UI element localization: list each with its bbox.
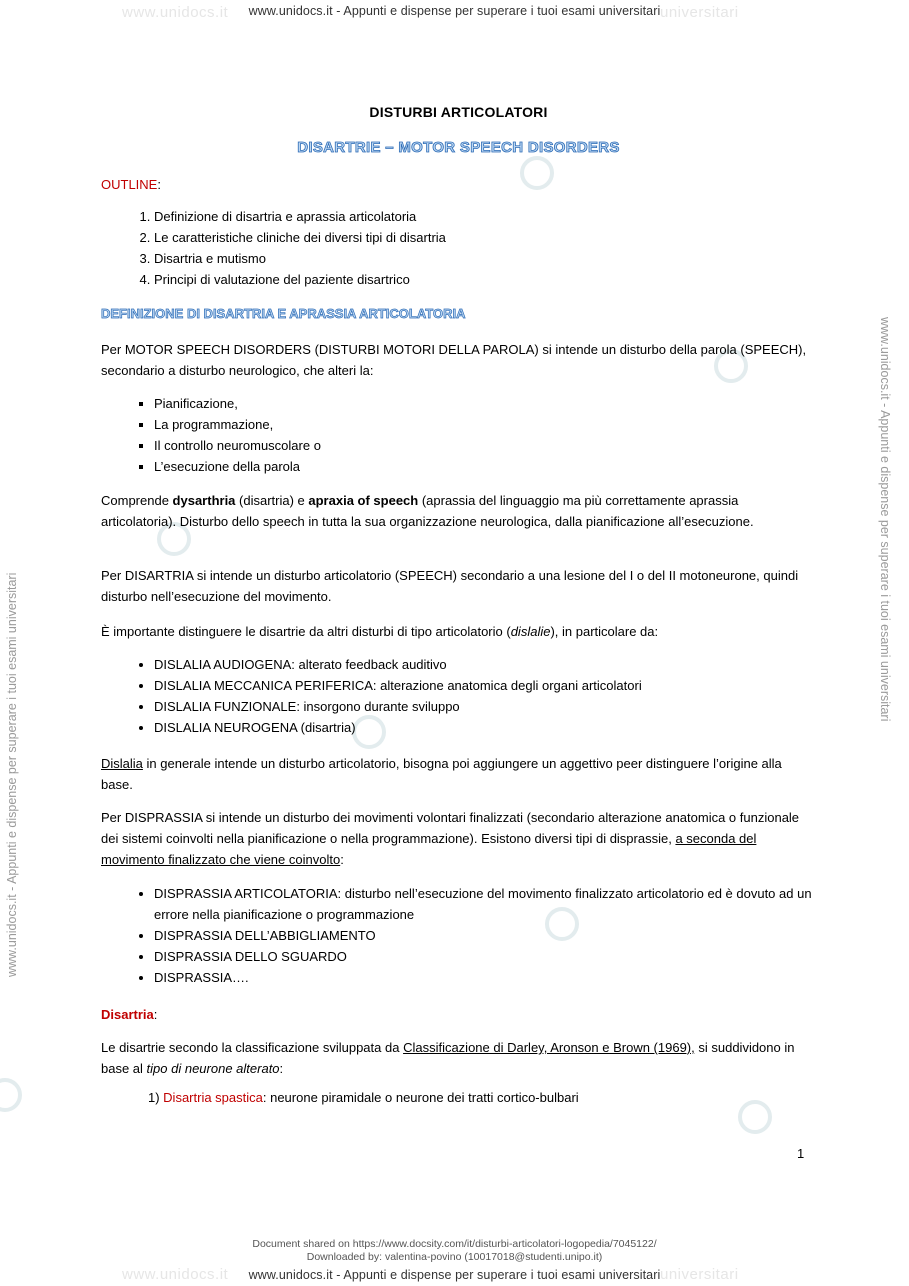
item-number: 1) [148, 1090, 164, 1105]
page-number: 1 [797, 1146, 805, 1161]
paragraph-dislalia-generale [101, 753, 813, 795]
outline-item: 2. Le caratteristiche cliniche dei diversi tipi di disartria [154, 227, 446, 248]
watermark-side-right: www.unidocs.it - Appunti e dispense per superare i tuoi esami universitari [878, 317, 892, 722]
bullet-list-disprassie [129, 883, 814, 988]
section-heading-disartria [101, 1004, 813, 1025]
list-item: • DISLALIA MECCANICA PERIFERICA: alterazione anatomica degli organi articolatori [154, 675, 642, 696]
list-item: • DISLALIA FUNZIONALE: insorgono durante sviluppo [154, 696, 642, 717]
watermark-logo-icon [738, 1100, 772, 1134]
watermark-logo-icon [0, 1078, 22, 1112]
list-item: • DISPRASSIA ARTICOLATORIA: disturbo nell’esecuzione del movimento finalizzato articolatorio ed è dovuto ad un errore nella pianificazione o programmazione [154, 883, 814, 925]
term-dislalie: dislalie [510, 624, 551, 639]
watermark-faint-top-right: universitari [660, 4, 739, 21]
paragraph-disartria-definizione: Per DISARTRIA si intende un disturbo articolatorio (SPEECH) secondario a una lesione del I o del II motoneurone, quindi disturbo nell’esecuzione del movimento. [101, 568, 799, 604]
list-item: ▪ Il controllo neuromuscolare o [154, 435, 321, 456]
text-span: (aprassia del linguaggio ma più correttamente aprassia articolatoria). Disturbo dello speech in tutta la sua organizzazione neurologica, dalla pianificazione all’esecuzione. [101, 493, 754, 529]
term-apraxia: apraxia of speech [308, 493, 419, 508]
disartria-heading-colon: : [153, 1007, 158, 1022]
text-span: : [279, 1061, 284, 1076]
document-subtitle: DISARTRIE – MOTOR SPEECH DISORDERS [297, 139, 620, 156]
list-item: • DISPRASSIA DELL’ABBIGLIAMENTO [154, 925, 814, 946]
text-span: : [340, 852, 344, 867]
list-item: ▪ Pianificazione, [154, 393, 321, 414]
watermark-banner-bottom: www.unidocs.it - Appunti e dispense per superare i tuoi esami universitari [248, 1268, 661, 1282]
outline-item: 4. Principi di valutazione del paziente disartrico [154, 269, 446, 290]
text-span: ), in particolare da: [550, 624, 659, 639]
outline-list [128, 206, 446, 290]
text-span: È importante distinguere le disartrie da altri disturbi di tipo articolatorio ( [101, 624, 511, 639]
text-span: si suddividono in base al [101, 1040, 795, 1076]
term-dislalia: Dislalia [101, 756, 143, 771]
outline-item: 1. Definizione di disartria e aprassia articolatoria [154, 206, 446, 227]
text-span: (disartria) e [235, 493, 309, 508]
outline-label-colon: : [157, 177, 161, 192]
paragraph-disprassia [101, 807, 813, 870]
text-span: Le disartrie secondo la classificazione sviluppata da [101, 1040, 404, 1055]
outline-label [101, 174, 813, 195]
paragraph-motor-speech: Per MOTOR SPEECH DISORDERS (DISTURBI MOTORI DELLA PAROLA) si intende un disturbo della parola (SPEECH), secondario a disturbo neurologico, che alteri la: [101, 342, 807, 378]
watermark-faint-top-left: www.unidocs.it [122, 4, 229, 21]
list-item: ▪ L’esecuzione della parola [154, 456, 321, 477]
list-item: • DISPRASSIA DELLO SGUARDO [154, 946, 814, 967]
citation-darley: Classificazione di Darley, Aronson e Brown (1969), [403, 1040, 695, 1055]
text-span: Comprende [101, 493, 173, 508]
list-item: • DISLALIA AUDIOGENA: alterato feedback auditivo [154, 654, 642, 675]
disartria-heading-text: Disartria [101, 1007, 154, 1022]
item-name: Disartria spastica [163, 1090, 263, 1105]
document-title: DISTURBI ARTICOLATORI [369, 104, 548, 120]
outline-item: 3. Disartria e mutismo [154, 248, 446, 269]
text-span: in generale intende un disturbo articolatorio, bisogna poi aggiungere un aggettivo peer distinguere l’origine alla base. [101, 756, 782, 792]
watermark-side-left: www.unidocs.it - Appunti e dispense per superare i tuoi esami universitari [5, 572, 19, 977]
term-neurone: tipo di neurone alterato [146, 1061, 280, 1076]
outline-label-initial: O [101, 177, 112, 192]
item-description: : neurone piramidale o neurone dei tratti cortico-bulbari [262, 1090, 579, 1105]
watermark-faint-bottom-left: www.unidocs.it [122, 1266, 229, 1283]
bullet-list-dislalie [129, 654, 642, 738]
footer-downloaded-by: Downloaded by: valentina-povino (10017018@studenti.unipo.it) [306, 1251, 603, 1263]
footer-shared-link: Document shared on https://www.docsity.com/it/disturbi-articolatori-logopedia/7045122/ [252, 1238, 657, 1250]
paragraph-comprende [101, 490, 813, 532]
footer [0, 1238, 909, 1264]
watermark-banner-top: www.unidocs.it - Appunti e dispense per superare i tuoi esami universitari [248, 4, 661, 18]
list-item: ▪ La programmazione, [154, 414, 321, 435]
bullet-list-speech-phases [129, 393, 321, 477]
section-heading-definizione: DEFINIZIONE DI DISARTRIA E APRASSIA ARTICOLATORIA [101, 306, 466, 321]
underlined-phrase: a seconda del movimento finalizzato che viene coinvolto [101, 831, 757, 867]
paragraph-distinguere [101, 621, 813, 642]
term-dysarthria: dysarthria [172, 493, 236, 508]
paragraph-classificazione [101, 1037, 813, 1079]
text-span: Per DISPRASSIA si intende un disturbo dei movimenti volontari finalizzati (secondario alterazione anatomica o funzionale dei sistemi coinvolti nella pianificazione o nella programmazione). Esistono diversi tipi di disprassie, [101, 810, 800, 846]
outline-label-rest: UTLINE [111, 177, 158, 192]
numbered-item-disartria-spastica [148, 1090, 579, 1105]
list-item: • DISPRASSIA…. [154, 967, 814, 988]
list-item: • DISLALIA NEUROGENA (disartria) [154, 717, 642, 738]
watermark-faint-bottom-right: universitari [660, 1266, 739, 1283]
